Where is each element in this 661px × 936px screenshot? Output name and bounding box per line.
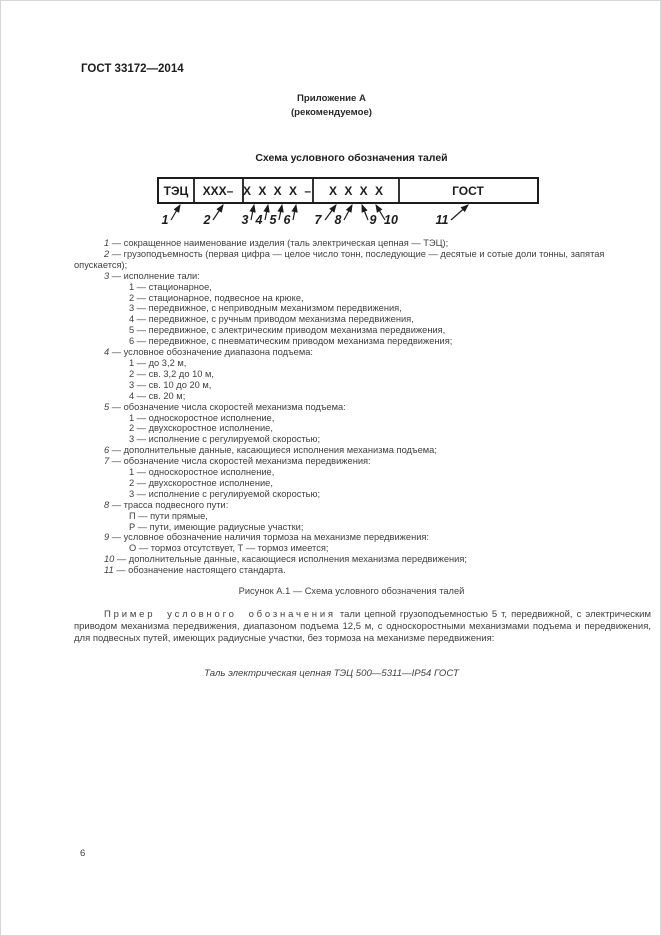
- legend-subitem-4-1: 1 — до 3,2 м,: [129, 357, 187, 368]
- legend-item-number: 10: [104, 554, 115, 565]
- page-number: 6: [80, 848, 86, 859]
- appendix-label: Приложение А: [297, 93, 366, 104]
- legend-subitem-9-О: О — тормоз отсутствует, Т — тормоз имеется;: [129, 543, 329, 554]
- legend-subitem-5-1: 1 — односкоростное исполнение,: [129, 412, 275, 423]
- legend-subitem-3-5: 5 — передвижное, с электрическим приводом механизма передвижения,: [129, 325, 446, 336]
- legend-item-number: 1: [104, 238, 110, 248]
- legend-item-7: 7 — обозначение числа скоростей механизма передвижения:: [104, 456, 371, 467]
- callout-number-3: 3: [241, 213, 249, 227]
- callout-number-11: 11: [435, 213, 449, 227]
- legend-subitem-3-6: 6 — передвижное, с пневматическим приводом механизма передвижения;: [129, 336, 453, 347]
- legend-subitem-7-1: 1 — односкоростное исполнение,: [129, 467, 275, 478]
- legend-subitem-3-2: 2 — стационарное, подвесное на крюке,: [129, 292, 304, 303]
- callout-number-9: 9: [369, 213, 377, 227]
- legend-item-9: 9 — условное обозначение наличия тормоза на механизме передвижения:: [104, 532, 430, 543]
- diagram-cell-x-group-2: X X X X: [328, 184, 386, 198]
- legend-subitem-7-2: 2 — двухскоростное исполнение,: [129, 477, 273, 488]
- callout-arrow-6: [293, 205, 296, 220]
- legend-item-number: 7: [104, 456, 110, 467]
- designation-diagram: [1, 171, 661, 231]
- appendix-sublabel: (рекомендуемое): [290, 107, 372, 118]
- legend-subitem-4-2: 2 — св. 3,2 до 10 м,: [129, 368, 214, 379]
- callout-number-1: 1: [161, 213, 169, 227]
- legend-subitem-4-3: 3 — св. 10 до 20 м,: [129, 379, 212, 390]
- legend-list: [74, 238, 651, 576]
- callout-arrow-3: [251, 205, 254, 220]
- legend-item-number: 11: [104, 565, 114, 576]
- legend-item-number: 6: [104, 445, 110, 456]
- callout-number-7: 7: [314, 213, 322, 227]
- legend-item-11: 11 — обозначение настоящего стандарта.: [104, 565, 286, 576]
- callout-number-8: 8: [334, 213, 342, 227]
- legend-item-number: 8: [104, 499, 110, 510]
- legend-subitem-7-3: 3 — исполнение с регулируемой скоростью;: [129, 488, 321, 499]
- example-body: тали цепной грузоподъемностью 5 т, передвижной, с электрическим приводом механизма передвижения, диапазоном подъема 12,5 м, с односкоростными механизмами подъема и передвижения, для подвесных путей, имеющих радиусные участки, без тормоза на механизме передвижения:: [74, 609, 651, 645]
- example-designation: Таль электрическая цепная ТЭЦ 500—5311—IP54 ГОСТ: [204, 668, 459, 679]
- legend-item-6: 6 — дополнительные данные, касающиеся исполнения механизма подъема;: [104, 445, 437, 456]
- diagram-cell-gost: ГОСТ: [452, 184, 484, 198]
- legend-subitem-5-3: 3 — исполнение с регулируемой скоростью;: [129, 434, 321, 445]
- legend-item-3: 3 — исполнение тали:: [104, 270, 200, 281]
- diagram-cell-capacity: XXX–: [202, 184, 234, 198]
- legend-item-8: 8 — трасса подвесного пути:: [104, 499, 229, 510]
- scheme-title: Схема условного обозначения талей: [255, 152, 448, 164]
- legend-item-number: 2: [104, 248, 110, 259]
- callout-arrow-11: [451, 205, 468, 220]
- legend-item-4: 4 — условное обозначение диапазона подъема:: [104, 347, 313, 358]
- legend-subitem-3-1: 1 — стационарное,: [129, 281, 212, 292]
- callout-arrow-4: [265, 205, 268, 220]
- legend-subitem-8-Р: Р — пути, имеющие радиусные участки;: [129, 521, 304, 532]
- figure-caption: Рисунок А.1 — Схема условного обозначения талей: [238, 586, 465, 596]
- callout-arrow-8: [344, 205, 352, 220]
- callout-arrow-1: [171, 205, 180, 220]
- callout-arrow-2: [213, 205, 223, 220]
- callout-number-4: 4: [255, 213, 263, 227]
- callout-arrow-9: [362, 205, 368, 220]
- legend-subitem-3-4: 4 — передвижное, с ручным приводом механизма передвижения,: [129, 314, 414, 325]
- example-paragraph: [74, 609, 651, 646]
- legend-subitem-5-2: 2 — двухскоростное исполнение,: [129, 423, 273, 434]
- legend-item-2: 2 — грузоподъемность (первая цифра — целое число тонн, последующие — десятые и сотые доли тонны, запятая опускается);: [74, 248, 605, 270]
- callout-number-10: 10: [384, 213, 398, 227]
- legend-subitem-8-П: П — пути прямые,: [129, 510, 208, 521]
- legend-subitem-4-4: 4 — св. 20 м;: [129, 390, 186, 401]
- legend-item-number: 3: [104, 270, 110, 281]
- legend-item-number: 5: [104, 401, 110, 412]
- legend-subitem-3-3: 3 — передвижное, с неприводным механизмом передвижения,: [129, 303, 402, 314]
- legend-item-10: 10 — дополнительные данные, касающиеся исполнения механизма передвижения;: [104, 554, 467, 565]
- legend-item-5: 5 — обозначение числа скоростей механизма подъема:: [104, 401, 346, 412]
- callout-number-2: 2: [203, 213, 211, 227]
- callout-arrow-5: [279, 205, 282, 220]
- diagram-cell-x-group-1: X X X X –: [242, 184, 314, 198]
- legend-item-1: 1 — сокращенное наименование изделия (таль электрическая цепная — ТЭЦ);: [104, 238, 449, 248]
- legend-item-number: 4: [104, 347, 110, 358]
- callout-number-6: 6: [283, 213, 291, 227]
- standard-number: ГОСТ 33172—2014: [81, 63, 184, 75]
- example-lead: Пример условного обозначения: [104, 609, 336, 620]
- legend-item-number: 9: [104, 532, 110, 543]
- diagram-cell-abbreviation: ТЭЦ: [163, 184, 189, 198]
- callout-number-5: 5: [269, 213, 277, 227]
